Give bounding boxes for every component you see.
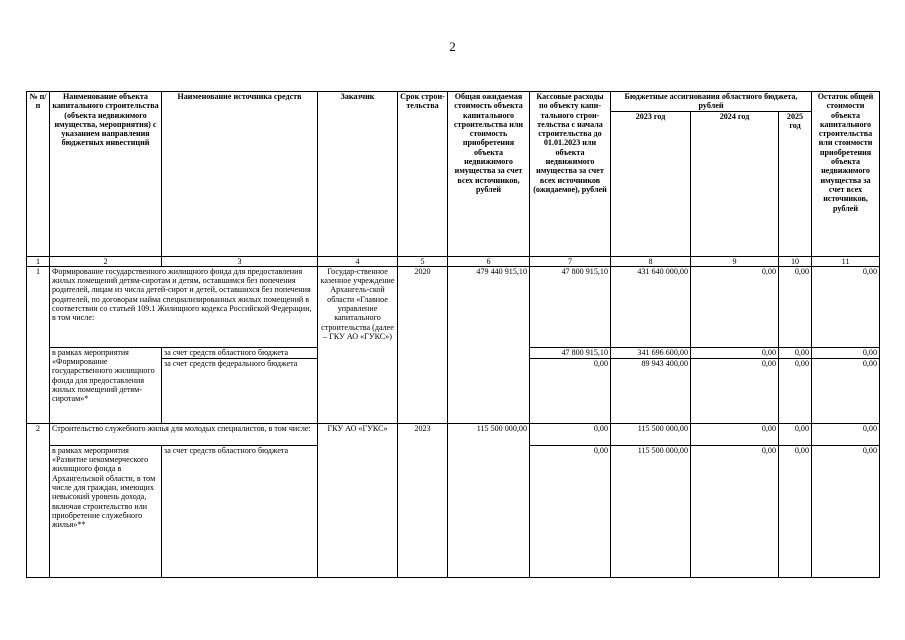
construction-term: 2023 bbox=[398, 423, 448, 577]
budget-2024: 0,00 bbox=[691, 423, 779, 445]
budget-2023: 89 943 400,00 bbox=[611, 358, 691, 423]
header-total-cost: Общая ожидаемая стоимость объекта капитального строительства или стоимость приобретения объекта недвижимого имущества за счет всех источников, рублей bbox=[448, 92, 530, 257]
measure-name: в рамках мероприятия «Развитие некоммерческого жилищного фонда в Архангельской области, в том числе для граждан, имеющих невысокий уровень дохода, включая строительство или приобретение служебного жилья»** bbox=[50, 445, 162, 577]
customer: Государ-ственное казенное учреждение Архангель-ской области «Главное управление капитального строительства (далее – ГКУ АО «ГУКС») bbox=[318, 266, 398, 423]
table-row bbox=[27, 423, 880, 445]
remaining-cost: 0,00 bbox=[812, 423, 880, 445]
remaining-cost: 0,00 bbox=[812, 358, 880, 423]
cash-expenses: 47 800 915,10 bbox=[530, 347, 611, 358]
budget-2024: 0,00 bbox=[691, 347, 779, 358]
budget-2024: 0,00 bbox=[691, 358, 779, 423]
col-number: 8 bbox=[611, 256, 691, 266]
object-name: Формирование государственного жилищного фонда для предоставления жилых помещений детям-сиротам и детям, оставшимся без попечения родителей, лицам из числа детей-сирот и детей, оставшихся без попечения родителей, по договорам найма специализированных жилых помещений в соответствии со статьей 109.1 Жилищного кодекса Российской Федерации, в том числе: bbox=[50, 266, 318, 347]
page-number: 2 bbox=[449, 39, 456, 54]
col-number: 1 bbox=[27, 256, 50, 266]
col-number: 6 bbox=[448, 256, 530, 266]
construction-term: 2020 bbox=[398, 266, 448, 423]
budget-2025: 0,00 bbox=[779, 347, 812, 358]
row-number: 2 bbox=[27, 423, 50, 577]
col-number: 3 bbox=[162, 256, 318, 266]
remaining-cost: 0,00 bbox=[812, 347, 880, 358]
cash-expenses: 47 800 915,10 bbox=[530, 266, 611, 347]
remaining-cost: 0,00 bbox=[812, 266, 880, 347]
header-year-2023: 2023 год bbox=[611, 111, 691, 256]
cash-expenses: 0,00 bbox=[530, 358, 611, 423]
budget-2025: 0,00 bbox=[779, 445, 812, 577]
cash-expenses: 0,00 bbox=[530, 423, 611, 445]
header-num: № п/п bbox=[27, 92, 50, 257]
budget-2024: 0,00 bbox=[691, 266, 779, 347]
header-year-2024: 2024 год bbox=[691, 111, 779, 256]
table-row bbox=[27, 266, 880, 347]
header-customer: Заказчик bbox=[318, 92, 398, 257]
remaining-cost: 0,00 bbox=[812, 445, 880, 577]
header-remaining-cost: Остаток общей стоимости объекта капитального строительства или стоимости приобретения объекта недвижимого имущества за счет всех источников, рублей bbox=[812, 92, 880, 257]
measure-name: в рамках мероприятия «Формирование государственного жилищного фонда для предоставления жилых помещений детям-сиротам»* bbox=[50, 347, 162, 423]
total-cost: 479 440 915,10 bbox=[448, 266, 530, 423]
col-number: 4 bbox=[318, 256, 398, 266]
budget-2023: 115 500 000,00 bbox=[611, 423, 691, 445]
budget-2023: 341 696 600,00 bbox=[611, 347, 691, 358]
col-number: 7 bbox=[530, 256, 611, 266]
budget-2024: 0,00 bbox=[691, 445, 779, 577]
col-number: 2 bbox=[50, 256, 162, 266]
col-number: 10 bbox=[779, 256, 812, 266]
budget-2025: 0,00 bbox=[779, 358, 812, 423]
col-number: 9 bbox=[691, 256, 779, 266]
cash-expenses: 0,00 bbox=[530, 445, 611, 577]
funding-source: за счет средств областного бюджета bbox=[162, 347, 318, 358]
col-number: 11 bbox=[812, 256, 880, 266]
funding-source: за счет средств федерального бюджета bbox=[162, 358, 318, 423]
budget-2025: 0,00 bbox=[779, 423, 812, 445]
header-year-2025: 2025 год bbox=[779, 111, 812, 256]
budget-table bbox=[26, 91, 880, 578]
budget-2023: 115 500 000,00 bbox=[611, 445, 691, 577]
budget-2023: 431 640 000,00 bbox=[611, 266, 691, 347]
header-source: Наименование источника средств bbox=[162, 92, 318, 257]
customer: ГКУ АО «ГУКС» bbox=[318, 423, 398, 577]
row-number: 1 bbox=[27, 266, 50, 423]
header-term: Срок строи-тельства bbox=[398, 92, 448, 257]
header-budget-group: Бюджетные ассигнования областного бюджета, рублей bbox=[611, 92, 812, 112]
object-name: Строительство служебного жилья для молодых специалистов, в том числе: bbox=[50, 423, 318, 445]
budget-2025: 0,00 bbox=[779, 266, 812, 347]
funding-source: за счет средств областного бюджета bbox=[162, 445, 318, 577]
total-cost: 115 500 000,00 bbox=[448, 423, 530, 577]
header-cash-expenses: Кассовые расходы по объекту капи-тального строи-тельства с начала строительства до 01.01.2023 или объекта недвижимого имущества за счет всех источников (ожидаемое), рублей bbox=[530, 92, 611, 257]
col-number: 5 bbox=[398, 256, 448, 266]
header-object-name: Наименование объекта капитального строительства (объекта недвижимого имущества, мероприятия) с указанием направления бюджетных инвестиций bbox=[50, 92, 162, 257]
